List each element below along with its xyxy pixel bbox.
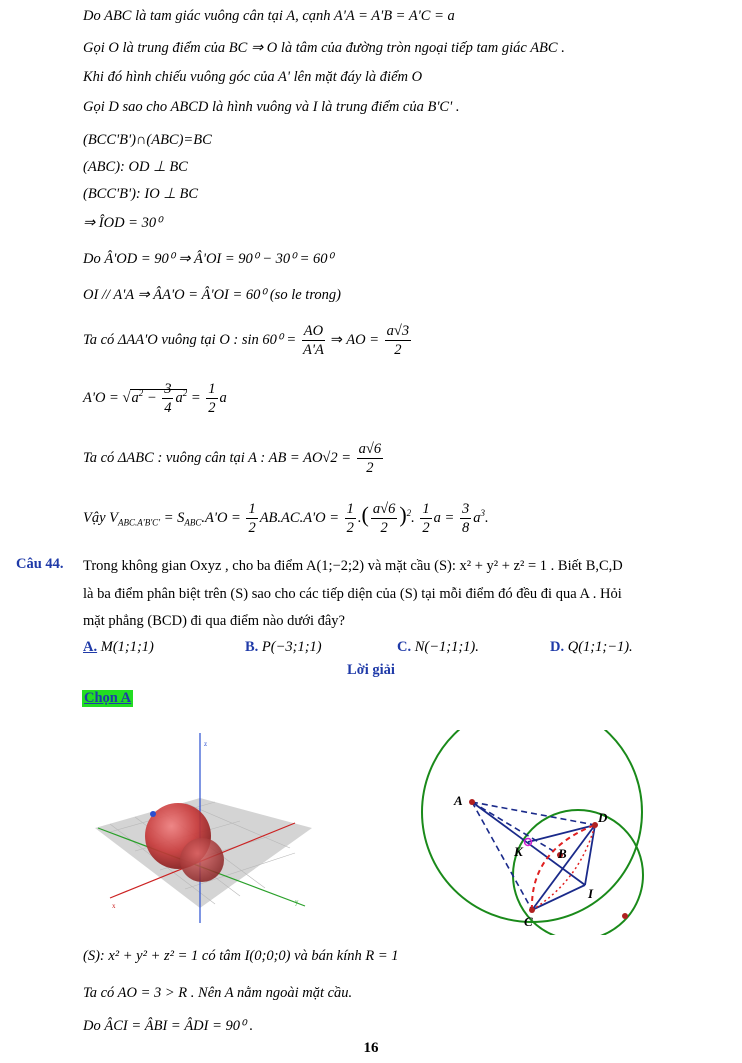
option-b-value: P(−3;1;1) [261,639,322,655]
text-line-11: Ta có ΔAA'O vuông tại O : sin 60⁰ = $\frac{AO}{A'A}$ ⇒ AO = $\frac{a√3}{2}$ [83,323,410,358]
point-extra-marker [622,913,628,919]
line-14-text: Vậy V [83,509,119,526]
fraction-denominator: 2 [346,520,354,536]
fraction-numerator: a√6 [372,501,396,517]
text-line-9: Do Â'OD = 90⁰ ⇒ Â'OI = 90⁰ − 30⁰ = 60⁰ [83,251,334,267]
fraction-numerator: 1 [248,501,256,517]
text-line-2: Gọi O là trung điểm của BC ⇒ O là tâm của đường tròn ngoại tiếp tam giác ABC . [83,40,565,56]
text-line-12: $A'O = √a^2$ − $\frac{3}{4}$ $a^2$ = $\frac{1}{2}$ a [83,381,227,416]
line-11-text: Ta có ΔAA'O vuông tại O : sin 60⁰ = [83,331,297,348]
text-line-13 [83,440,385,477]
sphere-small [180,838,224,882]
point-c-marker [529,907,535,913]
fraction-denominator: 2 [422,520,430,536]
label-c: C [524,914,533,929]
fraction-a-sqrt6-over-2 [357,440,383,477]
sphere-3d-figure [90,728,315,928]
text-line-1: Do ABC là tam giác vuông cân tại A, cạnh A'A = A'B = A'C = a [83,8,455,24]
label-i: I [588,886,594,901]
fraction-numerator: 3 [164,381,172,397]
fraction-1-over-2 [420,500,431,537]
solution-line-2: Ta có AO = 3 > R . Nên A nằm ngoài mặt cầu. [83,985,353,1001]
fraction-denominator: 8 [461,520,470,536]
option-c-letter: C. [397,639,412,655]
fraction-denominator: 2 [394,342,402,358]
option-c-value: N(−1;1;1). [414,639,479,655]
fraction-denominator: 2 [380,520,388,536]
option-b[interactable] [245,637,322,657]
fraction-denominator: 2 [208,400,216,416]
fraction-numerator: 1 [208,381,216,397]
text-line-4: Gọi D sao cho ABCD là hình vuông và I là trung điểm của B'C' . [83,99,460,115]
text-line-8: ⇒ ÎOD = 30⁰ [83,215,162,231]
option-d-value: Q(1;1;−1). [567,639,633,655]
fraction-3-over-4 [162,380,173,417]
point-a-dot [150,811,156,817]
option-c[interactable] [397,637,479,657]
question-label: Câu 44. [16,556,64,572]
fraction-ao-over-aa [302,322,325,359]
option-d-letter: D. [550,639,565,655]
option-d[interactable] [550,637,633,657]
page-number: 16 [363,1040,379,1056]
fraction-numerator: a√3 [386,323,410,339]
point-a-marker [469,799,475,805]
option-a[interactable] [83,637,154,657]
text-line-6: (ABC): OD ⊥ BC [83,159,188,175]
fraction-numerator: 1 [422,501,430,517]
fraction-a-sqrt3-over-2 [385,322,411,359]
fraction-numerator: 3 [461,501,470,517]
label-k: K [514,844,523,859]
text-line-10: OI // A'A ⇒ ÂA'O = Â'OI = 60⁰ (so le trong) [83,287,341,303]
option-b-letter: B. [245,639,259,655]
dashed-tangents [472,802,595,910]
fraction-denominator: A'A [303,342,324,358]
label-d: D [598,810,608,825]
line-13-text: Ta có ΔABC : vuông cân tại A : AB = AO√2 = [83,449,352,466]
fraction-1-over-2 [206,380,217,417]
fraction-denominator: 2 [248,520,256,536]
fraction-1-over-2 [345,500,356,537]
tangent-circles-figure [410,730,645,935]
solution-line-1: (S): x² + y² + z² = 1 có tâm I(0;0;0) và bán kính R = 1 [83,948,399,964]
question-text-2: là ba điểm phân biệt trên (S) sao cho các tiếp diện của (S) tại mỗi điểm đó đều đi qua A . Hỏi [83,586,622,602]
option-a-letter: A. [83,639,98,655]
fraction-numerator: 1 [346,501,354,517]
axis-y-label: y [295,898,299,906]
question-text-1: Trong không gian Oxyz , cho ba điểm A(1;−2;2) và mặt cầu (S): x² + y² + z² = 1 . Biết B,C,D [83,558,623,574]
axis-z-label: z [204,740,208,748]
text-line-7: (BCC'B'): IO ⊥ BC [83,186,199,202]
solution-heading: Lời giải [347,662,395,678]
text-line-3: Khi đó hình chiếu vuông góc của A' lên mặt đáy là điểm O [83,69,423,85]
circle-large [422,730,642,922]
text-line-14: Vậy $V_{ABC.A'B'C'} = S_{ABC}.A'O$ = $\frac{1}{2}$ AB.AC.A'O = $\frac{1}{2}$ .( $\frac{a√6}{2}$ )$^2$. $\frac{1}{2}$ a = $\frac{3}{8}$ $a^3$. [83,501,489,536]
option-a-value: M(1;1;1) [100,639,154,655]
text-line-5: (BCC'B')∩(ABC)=BC [83,132,212,148]
question-text-3: mặt phẳng (BCD) đi qua điểm nào dưới đây? [83,613,345,629]
solution-line-3: Do ÂCI = ÂBI = ÂDI = 90⁰ . [83,1018,254,1034]
sqrt-symbol: √ [122,389,131,406]
fraction-a-sqrt6-over-2 [371,500,397,537]
fraction-numerator: AO [303,323,324,339]
chosen-answer-highlight: Chọn A [84,690,132,706]
line-12-text: A'O = [83,389,119,406]
fraction-1-over-2 [246,500,257,537]
fraction-3-over-8 [460,500,471,537]
label-a: A [454,793,463,808]
fraction-numerator: a√6 [358,441,382,457]
fraction-denominator: 2 [366,460,374,476]
label-b: B [558,846,567,861]
axis-x-label: x [112,902,116,910]
solid-segments [472,802,595,910]
fraction-denominator: 4 [164,400,172,416]
implies-symbol: ⇒ [330,331,343,348]
